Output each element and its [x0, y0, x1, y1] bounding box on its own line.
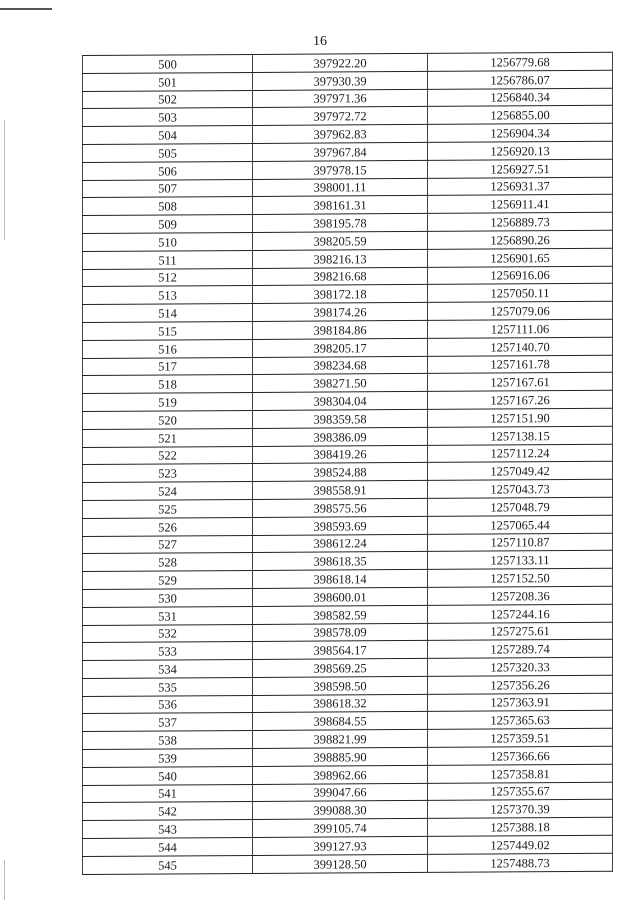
y-coordinate-cell: 1257048.79 — [428, 497, 613, 516]
x-coordinate-cell: 398174.26 — [253, 303, 428, 322]
x-coordinate-cell: 398205.17 — [253, 338, 428, 357]
x-coordinate-cell: 397962.83 — [253, 125, 428, 144]
point-number-cell: 504 — [83, 126, 253, 145]
y-coordinate-cell: 1257152.50 — [428, 568, 613, 587]
point-number-cell: 538 — [83, 731, 253, 750]
y-coordinate-cell: 1257167.26 — [428, 390, 613, 409]
y-coordinate-cell: 1257050.11 — [428, 284, 613, 303]
y-coordinate-cell: 1257079.06 — [428, 301, 613, 320]
point-number-cell: 534 — [83, 660, 253, 679]
point-number-cell: 518 — [83, 375, 253, 394]
y-coordinate-cell: 1256786.07 — [428, 70, 613, 89]
x-coordinate-cell: 397972.72 — [253, 107, 428, 126]
point-number-cell: 539 — [83, 749, 253, 768]
point-number-cell: 537 — [83, 713, 253, 732]
x-coordinate-cell: 398578.09 — [253, 623, 428, 642]
x-coordinate-cell: 398564.17 — [253, 641, 428, 660]
x-coordinate-cell: 398524.88 — [253, 463, 428, 482]
x-coordinate-cell: 397978.15 — [253, 160, 428, 179]
point-number-cell: 509 — [83, 215, 253, 234]
coordinates-table-wrapper — [82, 52, 612, 875]
y-coordinate-cell: 1257355.67 — [428, 782, 613, 801]
point-number-cell: 512 — [83, 268, 253, 287]
y-coordinate-cell: 1256911.41 — [428, 195, 613, 214]
left-margin-mark — [4, 860, 5, 900]
x-coordinate-cell: 398184.86 — [253, 320, 428, 339]
y-coordinate-cell: 1256920.13 — [428, 141, 613, 160]
y-coordinate-cell: 1256889.73 — [428, 212, 613, 231]
y-coordinate-cell: 1257112.24 — [428, 444, 613, 463]
y-coordinate-cell: 1257449.02 — [428, 835, 613, 854]
point-number-cell: 505 — [83, 143, 253, 162]
point-number-cell: 544 — [83, 838, 253, 857]
x-coordinate-cell: 398359.58 — [253, 409, 428, 428]
x-coordinate-cell: 398304.04 — [253, 392, 428, 411]
x-coordinate-cell: 397930.39 — [253, 71, 428, 90]
point-number-cell: 535 — [83, 677, 253, 696]
x-coordinate-cell: 398234.68 — [253, 356, 428, 375]
y-coordinate-cell: 1257065.44 — [428, 515, 613, 534]
point-number-cell: 502 — [83, 90, 253, 109]
x-coordinate-cell: 398575.56 — [253, 498, 428, 517]
y-coordinate-cell: 1257370.39 — [428, 800, 613, 819]
x-coordinate-cell: 398558.91 — [253, 481, 428, 500]
point-number-cell: 511 — [83, 250, 253, 269]
y-coordinate-cell: 1257356.26 — [428, 675, 613, 694]
y-coordinate-cell: 1257151.90 — [428, 408, 613, 427]
y-coordinate-cell: 1256904.34 — [428, 123, 613, 142]
x-coordinate-cell: 398216.68 — [253, 267, 428, 286]
x-coordinate-cell: 398582.59 — [253, 605, 428, 624]
x-coordinate-cell: 398205.59 — [253, 231, 428, 250]
y-coordinate-cell: 1257388.18 — [428, 818, 613, 837]
top-edge-mark — [0, 8, 52, 10]
x-coordinate-cell: 399105.74 — [253, 819, 428, 838]
point-number-cell: 520 — [83, 410, 253, 429]
y-coordinate-cell: 1257488.73 — [428, 853, 613, 872]
x-coordinate-cell: 399127.93 — [253, 836, 428, 855]
y-coordinate-cell: 1257358.81 — [428, 764, 613, 783]
point-number-cell: 540 — [83, 766, 253, 785]
x-coordinate-cell: 399047.66 — [253, 783, 428, 802]
point-number-cell: 507 — [83, 179, 253, 198]
point-number-cell: 510 — [83, 232, 253, 251]
x-coordinate-cell: 398821.99 — [253, 730, 428, 749]
x-coordinate-cell: 397922.20 — [253, 53, 428, 72]
y-coordinate-cell: 1257208.36 — [428, 586, 613, 605]
x-coordinate-cell: 398195.78 — [253, 214, 428, 233]
y-coordinate-cell: 1257366.66 — [428, 746, 613, 765]
x-coordinate-cell: 398161.31 — [253, 196, 428, 215]
x-coordinate-cell: 398885.90 — [253, 747, 428, 766]
y-coordinate-cell: 1257320.33 — [428, 657, 613, 676]
point-number-cell: 513 — [83, 286, 253, 305]
point-number-cell: 528 — [83, 553, 253, 572]
point-number-cell: 503 — [83, 108, 253, 127]
x-coordinate-cell: 398618.32 — [253, 694, 428, 713]
x-coordinate-cell: 398419.26 — [253, 445, 428, 464]
point-number-cell: 515 — [83, 321, 253, 340]
x-coordinate-cell: 399128.50 — [253, 854, 428, 873]
y-coordinate-cell: 1257289.74 — [428, 640, 613, 659]
point-number-cell: 517 — [83, 357, 253, 376]
x-coordinate-cell: 398962.66 — [253, 765, 428, 784]
x-coordinate-cell: 398216.13 — [253, 249, 428, 268]
x-coordinate-cell: 398598.50 — [253, 676, 428, 695]
x-coordinate-cell: 398569.25 — [253, 658, 428, 677]
point-number-cell: 542 — [83, 802, 253, 821]
x-coordinate-cell: 398618.35 — [253, 552, 428, 571]
point-number-cell: 521 — [83, 428, 253, 447]
x-coordinate-cell: 399088.30 — [253, 801, 428, 820]
point-number-cell: 524 — [83, 482, 253, 501]
point-number-cell: 527 — [83, 535, 253, 554]
point-number-cell: 523 — [83, 464, 253, 483]
y-coordinate-cell: 1257138.15 — [428, 426, 613, 445]
table-row — [83, 853, 613, 874]
y-coordinate-cell: 1257133.11 — [428, 551, 613, 570]
point-number-cell: 526 — [83, 517, 253, 536]
point-number-cell: 545 — [83, 855, 253, 874]
y-coordinate-cell: 1256855.00 — [428, 106, 613, 125]
y-coordinate-cell: 1257365.63 — [428, 711, 613, 730]
point-number-cell: 500 — [83, 54, 253, 73]
y-coordinate-cell: 1257110.87 — [428, 533, 613, 552]
point-number-cell: 508 — [83, 197, 253, 216]
point-number-cell: 530 — [83, 588, 253, 607]
y-coordinate-cell: 1256901.65 — [428, 248, 613, 267]
x-coordinate-cell: 398618.14 — [253, 569, 428, 588]
x-coordinate-cell: 397971.36 — [253, 89, 428, 108]
y-coordinate-cell: 1256890.26 — [428, 230, 613, 249]
y-coordinate-cell: 1257043.73 — [428, 479, 613, 498]
x-coordinate-cell: 398386.09 — [253, 427, 428, 446]
coordinates-table-body — [83, 52, 613, 874]
y-coordinate-cell: 1257111.06 — [428, 319, 613, 338]
x-coordinate-cell: 398172.18 — [253, 285, 428, 304]
x-coordinate-cell: 398600.01 — [253, 587, 428, 606]
x-coordinate-cell: 398684.55 — [253, 712, 428, 731]
point-number-cell: 541 — [83, 784, 253, 803]
y-coordinate-cell: 1256931.37 — [428, 177, 613, 196]
point-number-cell: 533 — [83, 642, 253, 661]
point-number-cell: 543 — [83, 820, 253, 839]
point-number-cell: 514 — [83, 304, 253, 323]
point-number-cell: 529 — [83, 571, 253, 590]
y-coordinate-cell: 1257140.70 — [428, 337, 613, 356]
y-coordinate-cell: 1256779.68 — [428, 52, 613, 71]
point-number-cell: 516 — [83, 339, 253, 358]
page-number: 16 — [313, 34, 327, 49]
y-coordinate-cell: 1256916.06 — [428, 266, 613, 285]
y-coordinate-cell: 1257359.51 — [428, 729, 613, 748]
y-coordinate-cell: 1257275.61 — [428, 622, 613, 641]
y-coordinate-cell: 1257161.78 — [428, 355, 613, 374]
x-coordinate-cell: 398612.24 — [253, 534, 428, 553]
x-coordinate-cell: 398593.69 — [253, 516, 428, 535]
point-number-cell: 525 — [83, 499, 253, 518]
y-coordinate-cell: 1257167.61 — [428, 373, 613, 392]
x-coordinate-cell: 398271.50 — [253, 374, 428, 393]
x-coordinate-cell: 397967.84 — [253, 142, 428, 161]
point-number-cell: 532 — [83, 624, 253, 643]
point-number-cell: 536 — [83, 695, 253, 714]
y-coordinate-cell: 1257244.16 — [428, 604, 613, 623]
left-margin-mark — [4, 120, 5, 240]
point-number-cell: 519 — [83, 393, 253, 412]
point-number-cell: 501 — [83, 72, 253, 91]
x-coordinate-cell: 398001.11 — [253, 178, 428, 197]
coordinates-table — [82, 52, 613, 875]
y-coordinate-cell: 1257049.42 — [428, 462, 613, 481]
point-number-cell: 506 — [83, 161, 253, 180]
point-number-cell: 522 — [83, 446, 253, 465]
y-coordinate-cell: 1257363.91 — [428, 693, 613, 712]
y-coordinate-cell: 1256927.51 — [428, 159, 613, 178]
point-number-cell: 531 — [83, 606, 253, 625]
y-coordinate-cell: 1256840.34 — [428, 88, 613, 107]
